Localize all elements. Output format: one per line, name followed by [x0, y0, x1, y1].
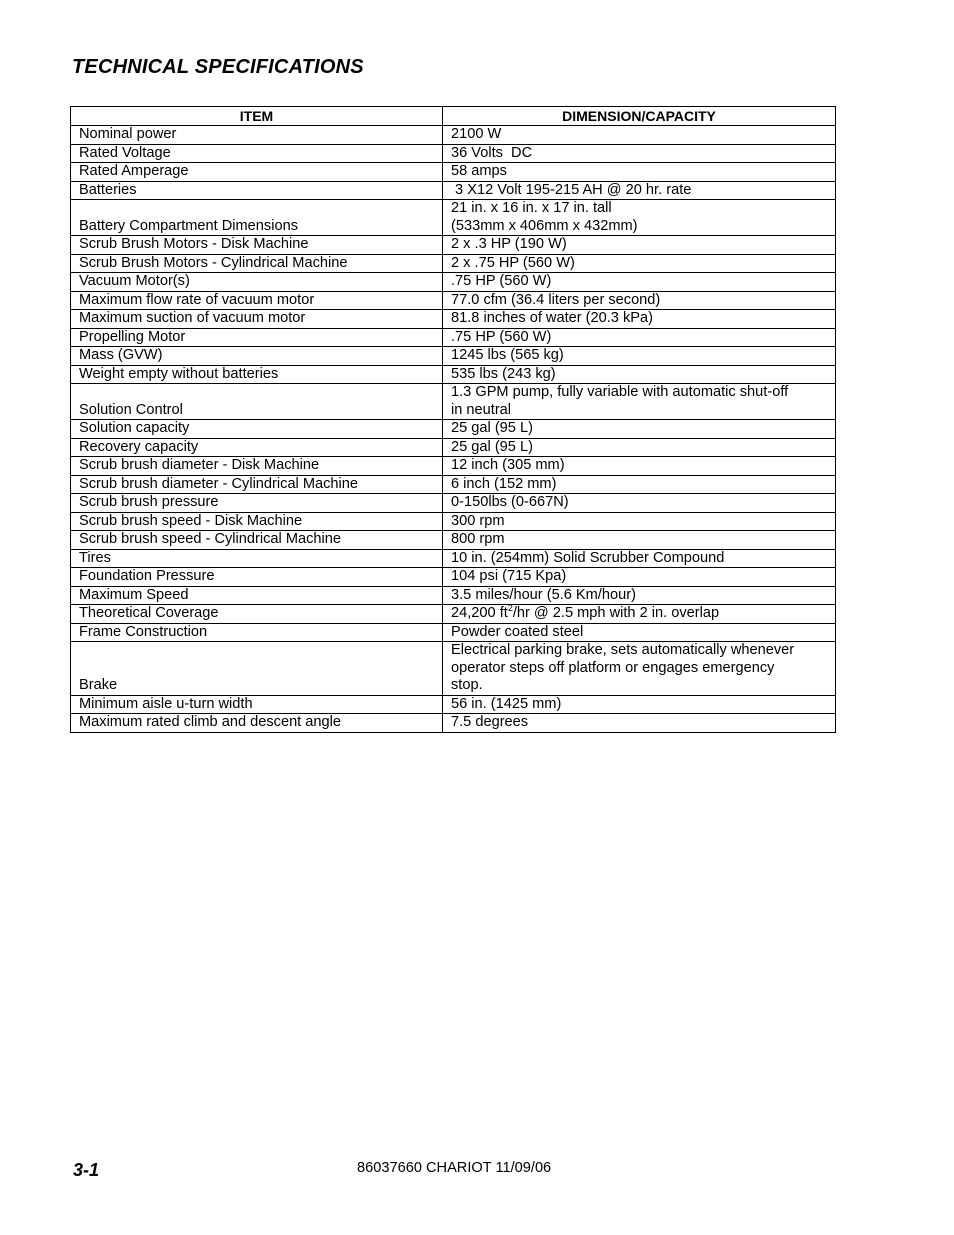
item-cell: Tires — [71, 549, 443, 568]
table-row — [71, 384, 836, 420]
table-row — [71, 254, 836, 273]
item-cell: Recovery capacity — [71, 438, 443, 457]
table-row — [71, 163, 836, 182]
item-cell: Mass (GVW) — [71, 347, 443, 366]
value-cell: 6 inch (152 mm) — [443, 475, 836, 494]
value-cell: 300 rpm — [443, 512, 836, 531]
value-cell: 2100 W — [443, 126, 836, 145]
value-cell: 81.8 inches of water (20.3 kPa) — [443, 310, 836, 329]
table-row — [71, 642, 836, 696]
value-line: Electrical parking brake, sets automatically whenever — [451, 642, 795, 658]
page-number: 3-1 — [73, 1160, 100, 1180]
value-cell: 12 inch (305 mm) — [443, 457, 836, 476]
header-item: ITEM — [71, 107, 443, 126]
item-cell: Maximum Speed — [71, 586, 443, 605]
table-row — [71, 420, 836, 439]
item-cell: Minimum aisle u-turn width — [71, 695, 443, 714]
table-header-row — [71, 107, 836, 126]
value-cell: .75 HP (560 W) — [443, 328, 836, 347]
value-cell: 58 amps — [443, 163, 836, 182]
value-cell: 77.0 cfm (36.4 liters per second) — [443, 291, 836, 310]
table-row — [71, 273, 836, 292]
item-cell: Scrub brush speed - Cylindrical Machine — [71, 531, 443, 550]
table-row — [71, 347, 836, 366]
table-row — [71, 328, 836, 347]
table-row — [71, 291, 836, 310]
item-cell: Scrub brush speed - Disk Machine — [71, 512, 443, 531]
item-cell: Solution Control — [71, 384, 443, 420]
header-dimension-capacity: DIMENSION/CAPACITY — [443, 107, 836, 126]
table-row — [71, 365, 836, 384]
table-row — [71, 438, 836, 457]
value-cell: 56 in. (1425 mm) — [443, 695, 836, 714]
item-cell: Batteries — [71, 181, 443, 200]
table-row — [71, 695, 836, 714]
table-row — [71, 586, 836, 605]
value-cell: .75 HP (560 W) — [443, 273, 836, 292]
item-cell: Rated Amperage — [71, 163, 443, 182]
item-cell: Brake — [71, 642, 443, 696]
page-title: TECHNICAL SPECIFICATIONS — [72, 56, 364, 78]
table-row — [71, 310, 836, 329]
value-line: 1.3 GPM pump, fully variable with automatic shut-off — [451, 384, 789, 400]
table-row — [71, 457, 836, 476]
value-cell — [443, 642, 836, 696]
item-cell: Scrub brush diameter - Cylindrical Machine — [71, 475, 443, 494]
table-row — [71, 144, 836, 163]
value-cell: 104 psi (715 Kpa) — [443, 568, 836, 587]
item-cell: Propelling Motor — [71, 328, 443, 347]
value-line: stop. — [451, 677, 483, 693]
item-cell: Solution capacity — [71, 420, 443, 439]
value-cell — [443, 200, 836, 236]
item-cell: Foundation Pressure — [71, 568, 443, 587]
value-cell — [443, 384, 836, 420]
table-row — [71, 126, 836, 145]
value-cell: 25 gal (95 L) — [443, 438, 836, 457]
value-cell: 3 X12 Volt 195-215 AH @ 20 hr. rate — [443, 181, 836, 200]
value-cell: 1245 lbs (565 kg) — [443, 347, 836, 366]
item-cell: Weight empty without batteries — [71, 365, 443, 384]
table-row — [71, 512, 836, 531]
value-text: /hr @ 2.5 mph with 2 in. overlap — [512, 605, 720, 621]
value-cell: 800 rpm — [443, 531, 836, 550]
value-cell: 3.5 miles/hour (5.6 Km/hour) — [443, 586, 836, 605]
table-row — [71, 568, 836, 587]
value-cell: 10 in. (254mm) Solid Scrubber Compound — [443, 549, 836, 568]
item-cell: Nominal power — [71, 126, 443, 145]
item-cell: Theoretical Coverage — [71, 605, 443, 624]
table-row — [71, 623, 836, 642]
value-cell: 25 gal (95 L) — [443, 420, 836, 439]
table-row — [71, 714, 836, 733]
item-cell: Scrub brush diameter - Disk Machine — [71, 457, 443, 476]
value-cell: 36 Volts DC — [443, 144, 836, 163]
table-row — [71, 181, 836, 200]
item-cell: Rated Voltage — [71, 144, 443, 163]
table-row — [71, 200, 836, 236]
value-cell: 0-150lbs (0-667N) — [443, 494, 836, 513]
value-cell: 2 x .3 HP (190 W) — [443, 236, 836, 255]
value-line: operator steps off platform or engages emergency — [451, 659, 775, 676]
value-cell — [443, 605, 836, 624]
item-cell: Vacuum Motor(s) — [71, 273, 443, 292]
item-cell: Scrub brush pressure — [71, 494, 443, 513]
value-cell: Powder coated steel — [443, 623, 836, 642]
table-row — [71, 236, 836, 255]
document-id: 86037660 CHARIOT 11/09/06 — [357, 1160, 552, 1176]
value-cell: 535 lbs (243 kg) — [443, 365, 836, 384]
item-cell: Maximum flow rate of vacuum motor — [71, 291, 443, 310]
table-row — [71, 475, 836, 494]
item-cell: Maximum rated climb and descent angle — [71, 714, 443, 733]
table-row — [71, 549, 836, 568]
item-cell: Frame Construction — [71, 623, 443, 642]
table-row — [71, 531, 836, 550]
item-cell: Maximum suction of vacuum motor — [71, 310, 443, 329]
value-line: in neutral — [451, 401, 512, 418]
value-cell: 2 x .75 HP (560 W) — [443, 254, 836, 273]
item-cell: Scrub Brush Motors - Disk Machine — [71, 236, 443, 255]
superscript: 2 — [507, 603, 513, 614]
item-cell: Battery Compartment Dimensions — [71, 200, 443, 236]
value-text: 24,200 ft — [451, 605, 508, 621]
spec-table — [70, 106, 836, 733]
table-row — [71, 494, 836, 513]
item-cell: Scrub Brush Motors - Cylindrical Machine — [71, 254, 443, 273]
value-line: 21 in. x 16 in. x 17 in. tall — [451, 200, 612, 216]
value-line: (533mm x 406mm x 432mm) — [451, 217, 638, 234]
table-row — [71, 605, 836, 624]
value-cell: 7.5 degrees — [443, 714, 836, 733]
